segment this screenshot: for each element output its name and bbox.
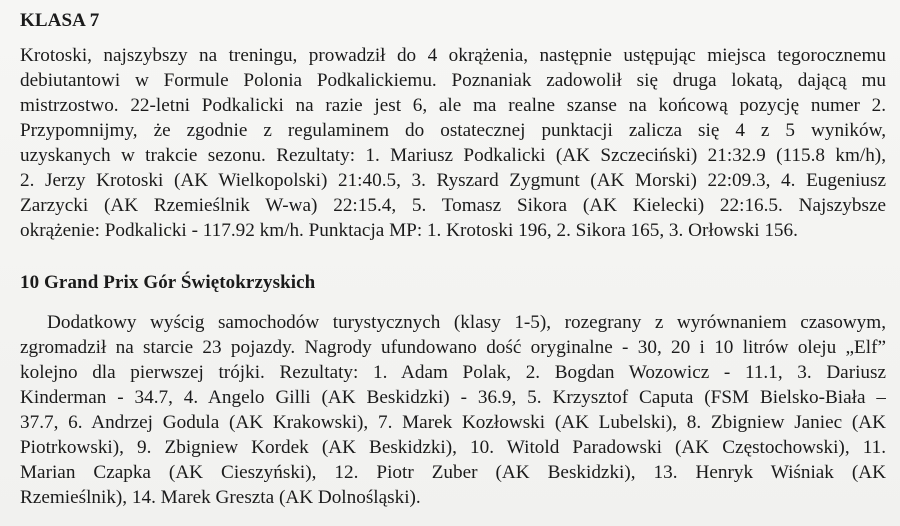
paragraph-line: mistrzostwo. 22-letni Podkalicki na razie jest 6, ale ma realne szanse na końcową pozycję numer 2. bbox=[20, 95, 886, 116]
paragraph-line: Piotrkowski), 9. Zbigniew Kordek (AK Beskidzki), 10. Witold Paradowski (AK Częstochowski), 11. bbox=[20, 437, 886, 458]
section-heading-klasa-7: KLASA 7 bbox=[20, 10, 100, 31]
paragraph-line: kolejno dla pierwszej trójki. Rezultaty: 1. Adam Polak, 2. Bogdan Wozowicz - 11.1, 3. Dariusz bbox=[20, 362, 886, 383]
paragraph-line: zgromadził na starcie 23 pojazdy. Nagrody ufundowano dość oryginalne - 30, 20 i 10 litrów oleju „Elf” bbox=[20, 337, 886, 358]
paragraph-line: Zarzycki (AK Rzemieślnik W-wa) 22:15.4, 5. Tomasz Sikora (AK Kielecki) 22:16.5. Najszybsze bbox=[20, 195, 886, 216]
paragraph-line-last: Rzemieślnik), 14. Marek Greszta (AK Dolnośląski). bbox=[20, 487, 421, 508]
paragraph-line: 37.7, 6. Andrzej Godula (AK Krakowski), 7. Marek Kozłowski (AK Lubelski), 8. Zbigniew Janiec (AK bbox=[20, 412, 886, 433]
paragraph-line: Marian Czapka (AK Cieszyński), 12. Piotr Zuber (AK Beskidzki), 13. Henryk Wiśniak (AK bbox=[20, 462, 886, 483]
section-heading-grand-prix: 10 Grand Prix Gór Świętokrzyskich bbox=[20, 272, 316, 293]
paragraph-line: Przypomnijmy, że zgodnie z regulaminem do ostatecznej punktacji zalicza się 4 z 5 wyników, bbox=[20, 120, 886, 141]
paragraph-line: Kinderman - 34.7, 4. Angelo Gilli (AK Beskidzki) - 36.9, 5. Krzysztof Caputa (FSM Bielsko-Biała – bbox=[20, 387, 886, 408]
paragraph-line: 2. Jerzy Krotoski (AK Wielkopolski) 21:40.5, 3. Ryszard Zygmunt (AK Morski) 22:09.3, 4. Eugeniusz bbox=[20, 170, 886, 191]
paragraph-line: uzyskanych w trakcie sezonu. Rezultaty: 1. Mariusz Podkalicki (AK Szczeciński) 21:32.9 (115.8 km/h), bbox=[20, 145, 886, 166]
paragraph-line-first: Dodatkowy wyścig samochodów turystycznych (klasy 1-5), rozegrany z wyrównaniem czasowym, bbox=[47, 312, 886, 333]
paragraph-line: Krotoski, najszybszy na treningu, prowadził do 4 okrążenia, następnie ustępując miejsca tegorocznemu bbox=[20, 45, 886, 66]
paragraph-line: debiutantowi w Formule Polonia Podkalickiemu. Poznaniak zadowolił się druga lokatą, dającą mu bbox=[20, 70, 886, 91]
paragraph-line-last: okrążenie: Podkalicki - 117.92 km/h. Punktacja MP: 1. Krotoski 196, 2. Sikora 165, 3. Orłowski 156. bbox=[20, 220, 798, 241]
